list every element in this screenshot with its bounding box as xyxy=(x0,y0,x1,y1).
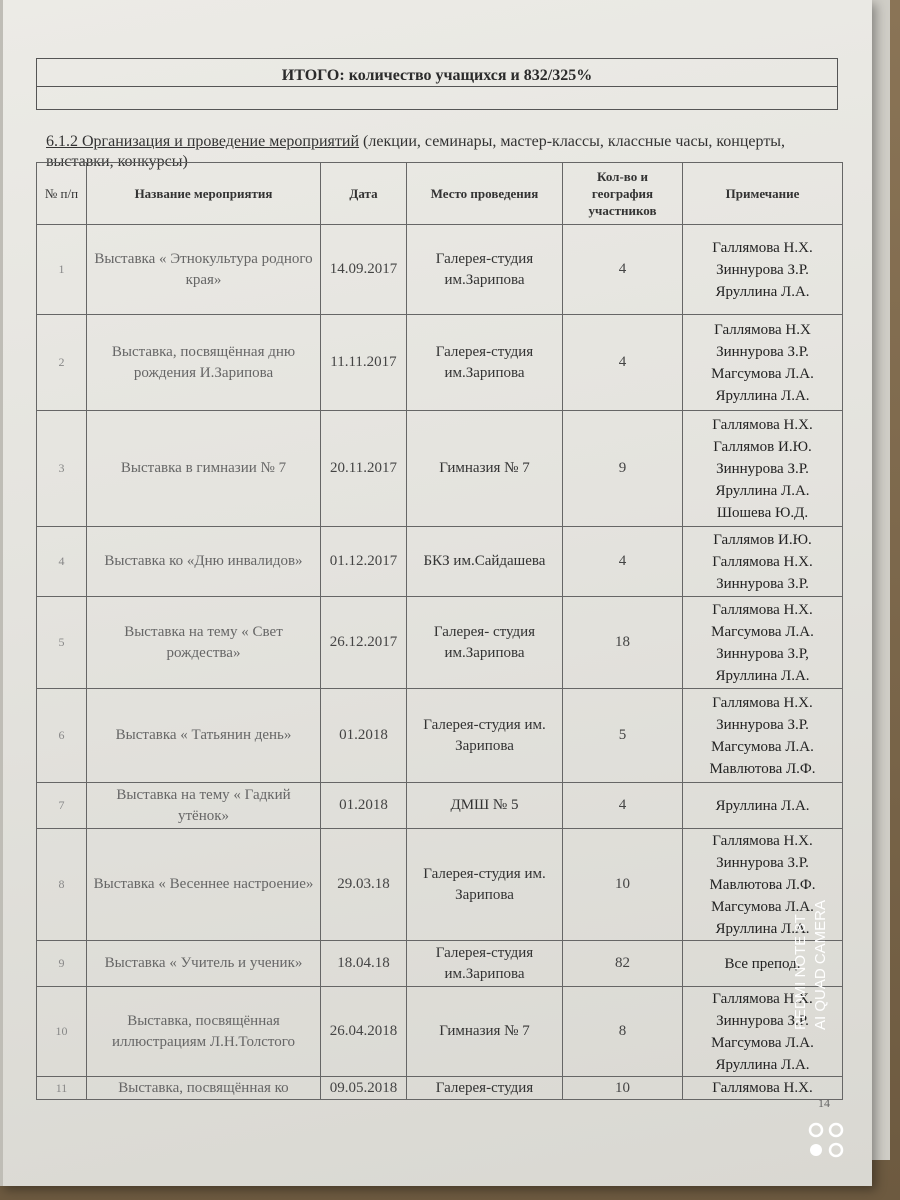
row-place-cell: ДМШ № 5 xyxy=(407,783,563,829)
binder-edge xyxy=(0,0,3,1186)
note-person: Галлямова Н.Х. xyxy=(712,239,813,256)
row-place-cell: Галерея-студия им.Зарипова xyxy=(407,225,563,315)
table-row xyxy=(37,987,843,1077)
note-person: Галлямова Н.Х. xyxy=(712,990,813,1007)
row-num-cell: 5 xyxy=(37,597,87,689)
note-person: Яруллина Л.А. xyxy=(715,283,810,300)
row-count-cell: 82 xyxy=(563,941,683,987)
row-num-cell: 3 xyxy=(37,411,87,527)
row-date-cell: 20.11.2017 xyxy=(321,411,407,527)
note-person: Галлямова Н.Х. xyxy=(712,832,813,849)
row-num-cell: 6 xyxy=(37,689,87,783)
header-note: Примечание xyxy=(683,163,843,225)
row-note-cell xyxy=(683,527,843,597)
row-note-cell xyxy=(683,411,843,527)
note-person: Зиннурова З.Р. xyxy=(716,261,809,278)
note-person: Шошева Ю.Д. xyxy=(716,504,809,521)
table-row xyxy=(37,315,843,411)
row-count-cell: 10 xyxy=(563,1077,683,1100)
page-number: 14 xyxy=(818,1096,830,1110)
row-num-cell: 7 xyxy=(37,783,87,829)
note-person: Мавлютова Л.Ф. xyxy=(709,876,816,893)
header-place: Место проведения xyxy=(407,163,563,225)
row-name-cell: Выставка в гимназии № 7 xyxy=(87,411,321,527)
row-place-cell: Галерея-студия им. Зарипова xyxy=(407,829,563,941)
table-body xyxy=(37,225,843,1100)
row-num-cell: 10 xyxy=(37,987,87,1077)
row-name-cell: Выставка « Татьянин день» xyxy=(87,689,321,783)
table-row xyxy=(37,689,843,783)
row-num-cell: 9 xyxy=(37,941,87,987)
note-person: Все препод. xyxy=(724,955,801,972)
note-person: Яруллина Л.А. xyxy=(715,1056,810,1073)
section-number-title: 6.1.2 Организация и проведение мероприятий xyxy=(46,133,360,150)
note-person: Яруллина Л.А. xyxy=(715,920,810,937)
table-row xyxy=(37,597,843,689)
row-place-cell: Галерея-студия xyxy=(407,1077,563,1100)
row-place-cell: Гимназия № 7 xyxy=(407,987,563,1077)
header-name: Название мероприятия xyxy=(87,163,321,225)
table-row xyxy=(37,941,843,987)
row-num-cell: 8 xyxy=(37,829,87,941)
note-person: Магсумова Л.А. xyxy=(711,898,814,915)
row-place-cell: Галерея-студия им.Зарипова xyxy=(407,941,563,987)
note-person: Галлямова Н.Х xyxy=(714,321,811,338)
total-summary-text: ИТОГО: количество учащихся и 832/325% xyxy=(281,67,593,84)
row-date-cell: 01.12.2017 xyxy=(321,527,407,597)
row-date-cell: 26.12.2017 xyxy=(321,597,407,689)
note-person: Магсумова Л.А. xyxy=(711,623,814,640)
row-date-cell: 11.11.2017 xyxy=(321,315,407,411)
note-person: Мавлютова Л.Ф. xyxy=(709,760,816,777)
total-summary-divider xyxy=(37,86,837,87)
row-place-cell: Галерея-студия им. Зарипова xyxy=(407,689,563,783)
note-person: Галлямова Н.Х. xyxy=(712,416,813,433)
note-person: Магсумова Л.А. xyxy=(711,1034,814,1051)
events-table xyxy=(36,162,843,1100)
row-count-cell: 10 xyxy=(563,829,683,941)
note-person: Зиннурова З.Р. xyxy=(716,1012,809,1029)
row-num-cell: 2 xyxy=(37,315,87,411)
row-place-cell: Галерея-студия им.Зарипова xyxy=(407,315,563,411)
header-count: Кол-во и география участников xyxy=(563,163,683,225)
note-person: Галлямов И.Ю. xyxy=(713,438,812,455)
row-count-cell: 18 xyxy=(563,597,683,689)
note-person: Галлямова Н.Х. xyxy=(712,601,813,618)
camera-watermark-line1: REDMI NOTE 8T xyxy=(792,914,809,1030)
table-row xyxy=(37,829,843,941)
note-person: Зиннурова З.Р, xyxy=(716,645,809,662)
table-row xyxy=(37,1077,843,1100)
row-name-cell: Выставка, посвящённая ко xyxy=(87,1077,321,1100)
row-note-cell xyxy=(683,597,843,689)
camera-logo-icon xyxy=(806,1118,850,1162)
table-row xyxy=(37,783,843,829)
row-note-cell xyxy=(683,225,843,315)
row-note-cell xyxy=(683,315,843,411)
row-num-cell: 4 xyxy=(37,527,87,597)
note-person: Яруллина Л.А. xyxy=(715,667,810,684)
note-person: Магсумова Л.А. xyxy=(711,365,814,382)
table-row xyxy=(37,411,843,527)
note-person: Галлямов И.Ю. xyxy=(713,531,812,548)
camera-watermark-line2: AI QUAD CAMERA xyxy=(812,899,829,1030)
row-date-cell: 14.09.2017 xyxy=(321,225,407,315)
row-date-cell: 29.03.18 xyxy=(321,829,407,941)
row-note-cell xyxy=(683,689,843,783)
row-num-cell: 1 xyxy=(37,225,87,315)
row-name-cell: Выставка на тему « Свет рождества» xyxy=(87,597,321,689)
note-person: Галлямова Н.Х. xyxy=(712,1080,813,1096)
note-person: Зиннурова З.Р. xyxy=(716,716,809,733)
row-name-cell: Выставка ко «Дню инвалидов» xyxy=(87,527,321,597)
row-count-cell: 4 xyxy=(563,225,683,315)
row-name-cell: Выставка « Учитель и ученик» xyxy=(87,941,321,987)
table-row xyxy=(37,527,843,597)
total-summary-box xyxy=(36,58,838,110)
row-num-cell: 11 xyxy=(37,1077,87,1100)
row-place-cell: БКЗ им.Сайдашева xyxy=(407,527,563,597)
table-row xyxy=(37,225,843,315)
row-name-cell: Выставка на тему « Гадкий утёнок» xyxy=(87,783,321,829)
row-place-cell: Галерея- студия им.Зарипова xyxy=(407,597,563,689)
table-header-row xyxy=(37,163,843,225)
note-person: Яруллина Л.А. xyxy=(715,797,810,814)
row-name-cell: Выставка, посвящённая дню рождения И.Зарипова xyxy=(87,315,321,411)
note-person: Зиннурова З.Р. xyxy=(716,460,809,477)
header-num: № п/п xyxy=(37,163,87,225)
row-count-cell: 9 xyxy=(563,411,683,527)
row-name-cell: Выставка « Весеннее настроение» xyxy=(87,829,321,941)
header-date: Дата xyxy=(321,163,407,225)
note-person: Магсумова Л.А. xyxy=(711,738,814,755)
row-date-cell: 09.05.2018 xyxy=(321,1077,407,1100)
row-name-cell: Выставка, посвящённая иллюстрациям Л.Н.Толстого xyxy=(87,987,321,1077)
note-person: Яруллина Л.А. xyxy=(715,387,810,404)
row-note-cell xyxy=(683,783,843,829)
row-date-cell: 26.04.2018 xyxy=(321,987,407,1077)
row-count-cell: 4 xyxy=(563,315,683,411)
row-count-cell: 4 xyxy=(563,527,683,597)
note-person: Галлямова Н.Х. xyxy=(712,694,813,711)
row-date-cell: 01.2018 xyxy=(321,783,407,829)
row-place-cell: Гимназия № 7 xyxy=(407,411,563,527)
row-date-cell: 18.04.18 xyxy=(321,941,407,987)
note-person: Зиннурова З.Р. xyxy=(716,854,809,871)
row-name-cell: Выставка « Этнокультура родного края» xyxy=(87,225,321,315)
note-person: Зиннурова З.Р. xyxy=(716,343,809,360)
section-subtitle: (лекции, семинары, мастер-классы, классные часы, концерты, выставки, конкурсы) xyxy=(46,133,786,170)
row-count-cell: 4 xyxy=(563,783,683,829)
note-person: Галлямова Н.Х. xyxy=(712,553,813,570)
row-date-cell: 01.2018 xyxy=(321,689,407,783)
row-count-cell: 5 xyxy=(563,689,683,783)
note-person: Яруллина Л.А. xyxy=(715,482,810,499)
note-person: Зиннурова З.Р. xyxy=(716,575,809,592)
row-count-cell: 8 xyxy=(563,987,683,1077)
